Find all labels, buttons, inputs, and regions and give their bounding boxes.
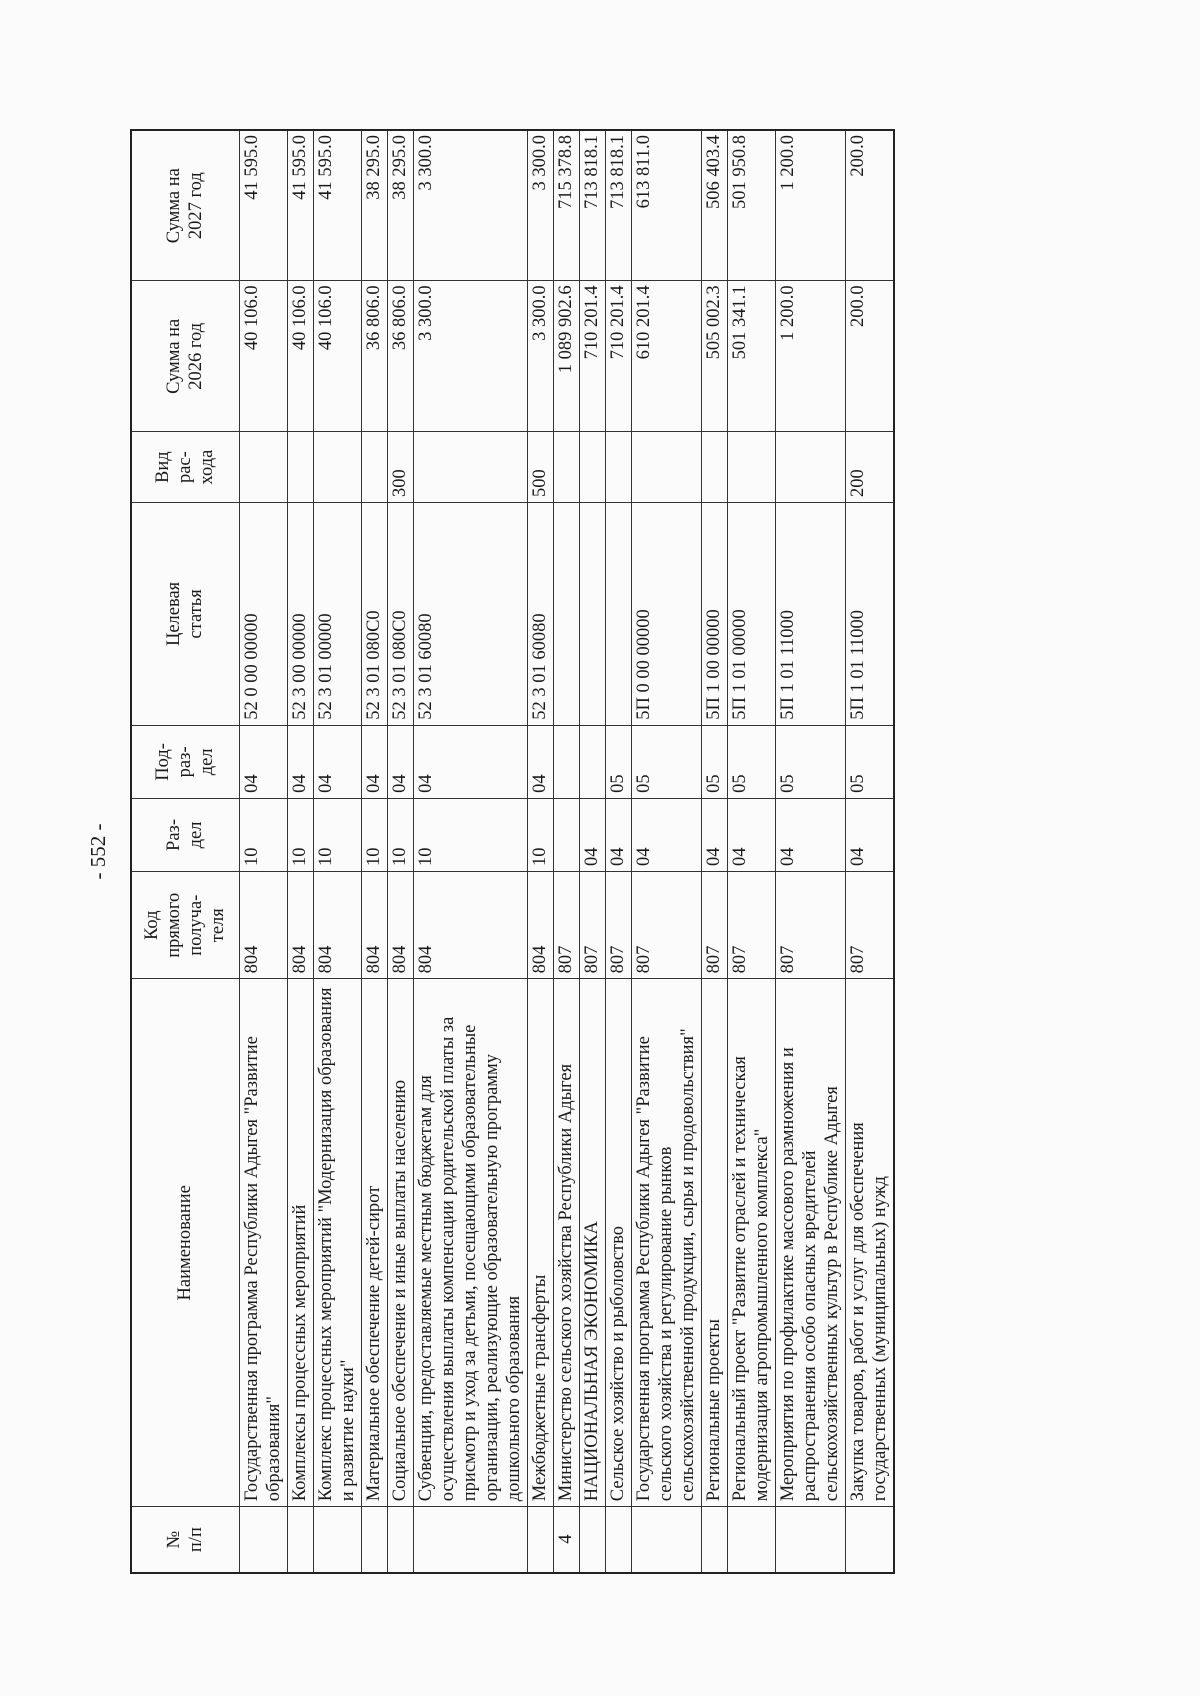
cell-admin-code: 804: [387, 872, 413, 979]
cell-razdel: 04: [579, 798, 605, 871]
cell-podrazdel: 04: [239, 725, 287, 798]
cell-sum-2026: 1 200.0: [775, 281, 845, 432]
cell-name: Министерство сельского хозяйства Республики Адыгея: [553, 979, 579, 1507]
cell-vid: [631, 432, 701, 503]
cell-admin-code: 807: [553, 872, 579, 979]
cell-num: [579, 1507, 605, 1573]
cell-vid: 500: [527, 432, 553, 503]
cell-razdel: 10: [287, 798, 313, 871]
cell-razdel: 10: [313, 798, 361, 871]
cell-tselevaya: 5П 0 00 00000: [631, 503, 701, 726]
cell-podrazdel: 04: [413, 725, 527, 798]
cell-tselevaya: 5П 1 01 00000: [727, 503, 775, 726]
cell-sum-2027: 3 300.0: [527, 130, 553, 281]
cell-vid: 200: [845, 432, 894, 503]
budget-table: [130, 129, 895, 1574]
header-sum-2026: Сумма на 2026 год: [131, 281, 239, 432]
cell-num: [287, 1507, 313, 1573]
cell-num: [775, 1507, 845, 1573]
cell-name: Сельское хозяйство и рыболовство: [605, 979, 631, 1507]
cell-vid: [361, 432, 387, 503]
cell-podrazdel: 05: [845, 725, 894, 798]
cell-tselevaya: 52 3 01 080C0: [387, 503, 413, 726]
cell-tselevaya: 52 3 01 60080: [413, 503, 527, 726]
cell-name: Субвенции, предоставляемые местным бюджетам для осуществления выплаты компенсации родительской платы за присмотр и уход за детьми, посещающими образовательные организации, реализующие образовательную программу дошкольного образования: [413, 979, 527, 1507]
cell-num: [387, 1507, 413, 1573]
header-admin: Код прямого получа- теля: [131, 872, 239, 979]
cell-podrazdel: 04: [527, 725, 553, 798]
cell-num: [527, 1507, 553, 1573]
cell-sum-2027: 38 295.0: [387, 130, 413, 281]
cell-razdel: 10: [239, 798, 287, 871]
cell-razdel: 04: [775, 798, 845, 871]
cell-admin-code: 807: [701, 872, 727, 979]
cell-tselevaya: [605, 503, 631, 726]
cell-name: Государственная программа Республики Адыгея "Развитие образования": [239, 979, 287, 1507]
cell-admin-code: 807: [775, 872, 845, 979]
table-header-row: [131, 130, 239, 1573]
cell-name: Мероприятия по профилактике массового размножения и распространения особо опасных вредителей сельскохозяйственных культур в Республике Адыгея: [775, 979, 845, 1507]
table-row: [701, 130, 727, 1573]
cell-podrazdel: 04: [361, 725, 387, 798]
cell-podrazdel: 05: [631, 725, 701, 798]
page-number: - 552 -: [86, 823, 110, 880]
cell-admin-code: 807: [579, 872, 605, 979]
table-row: [387, 130, 413, 1573]
cell-podrazdel: [579, 725, 605, 798]
cell-sum-2027: 613 811.0: [631, 130, 701, 281]
cell-name: Государственная программа Республики Адыгея "Развитие сельского хозяйства и регулирование рынков сельскохозяйственной продукции, сырья и продовольствия": [631, 979, 701, 1507]
cell-num: [413, 1507, 527, 1573]
header-tselevaya: Целевая статья: [131, 503, 239, 726]
cell-sum-2026: 40 106.0: [239, 281, 287, 432]
cell-num: [845, 1507, 894, 1573]
cell-sum-2026: 610 201.4: [631, 281, 701, 432]
cell-admin-code: 807: [605, 872, 631, 979]
cell-sum-2027: 41 595.0: [313, 130, 361, 281]
cell-tselevaya: 52 3 01 60080: [527, 503, 553, 726]
cell-razdel: 10: [361, 798, 387, 871]
cell-admin-code: 804: [361, 872, 387, 979]
cell-num: [701, 1507, 727, 1573]
cell-sum-2027: 715 378.8: [553, 130, 579, 281]
cell-tselevaya: 5П 1 01 11000: [845, 503, 894, 726]
cell-sum-2027: 3 300.0: [413, 130, 527, 281]
header-num: № п/п: [131, 1507, 239, 1573]
cell-sum-2026: 40 106.0: [313, 281, 361, 432]
cell-sum-2027: 713 818.1: [605, 130, 631, 281]
table-row: [361, 130, 387, 1573]
cell-vid: [701, 432, 727, 503]
cell-sum-2026: 3 300.0: [527, 281, 553, 432]
table-row: [287, 130, 313, 1573]
cell-sum-2026: 1 089 902.6: [553, 281, 579, 432]
cell-sum-2026: 501 341.1: [727, 281, 775, 432]
cell-razdel: 04: [727, 798, 775, 871]
cell-tselevaya: [579, 503, 605, 726]
cell-num: 4: [553, 1507, 579, 1573]
cell-admin-code: 807: [727, 872, 775, 979]
cell-name: Региональные проекты: [701, 979, 727, 1507]
header-sum-2027: Сумма на 2027 год: [131, 130, 239, 281]
table-row: [313, 130, 361, 1573]
cell-vid: [553, 432, 579, 503]
cell-razdel: 04: [631, 798, 701, 871]
cell-tselevaya: 5П 1 00 00000: [701, 503, 727, 726]
cell-vid: [579, 432, 605, 503]
cell-vid: [313, 432, 361, 503]
cell-vid: 300: [387, 432, 413, 503]
header-podrazdel: Под- раз- дел: [131, 725, 239, 798]
cell-num: [605, 1507, 631, 1573]
cell-tselevaya: [553, 503, 579, 726]
cell-razdel: 04: [845, 798, 894, 871]
cell-admin-code: 804: [313, 872, 361, 979]
cell-podrazdel: 05: [605, 725, 631, 798]
cell-sum-2026: 505 002.3: [701, 281, 727, 432]
cell-podrazdel: [553, 725, 579, 798]
table-row: [413, 130, 527, 1573]
cell-podrazdel: 04: [313, 725, 361, 798]
cell-sum-2027: 1 200.0: [775, 130, 845, 281]
cell-sum-2026: 710 201.4: [579, 281, 605, 432]
cell-podrazdel: 05: [727, 725, 775, 798]
cell-sum-2027: 506 403.4: [701, 130, 727, 281]
cell-vid: [605, 432, 631, 503]
cell-name: Комплекс процессных мероприятий "Модернизация образования и развитие науки": [313, 979, 361, 1507]
cell-tselevaya: 52 0 00 00000: [239, 503, 287, 726]
cell-name: Закупка товаров, работ и услуг для обеспечения государственных (муниципальных) нужд: [845, 979, 894, 1507]
cell-name: Комплексы процессных мероприятий: [287, 979, 313, 1507]
cell-sum-2026: 40 106.0: [287, 281, 313, 432]
table-row: [527, 130, 553, 1573]
cell-tselevaya: 5П 1 01 11000: [775, 503, 845, 726]
cell-razdel: 10: [527, 798, 553, 871]
cell-sum-2027: 41 595.0: [239, 130, 287, 281]
cell-sum-2027: 200.0: [845, 130, 894, 281]
cell-sum-2026: 3 300.0: [413, 281, 527, 432]
header-razdel: Раз- дел: [131, 798, 239, 871]
cell-num: [313, 1507, 361, 1573]
header-vid: Вид рас- хода: [131, 432, 239, 503]
cell-razdel: [553, 798, 579, 871]
cell-sum-2026: 200.0: [845, 281, 894, 432]
cell-admin-code: 804: [287, 872, 313, 979]
cell-razdel: 10: [387, 798, 413, 871]
cell-admin-code: 807: [631, 872, 701, 979]
cell-admin-code: 804: [239, 872, 287, 979]
table-row: [579, 130, 605, 1573]
cell-razdel: 10: [413, 798, 527, 871]
table-row: [553, 130, 579, 1573]
cell-vid: [727, 432, 775, 503]
cell-tselevaya: 52 3 01 080C0: [361, 503, 387, 726]
header-name: Наименование: [131, 979, 239, 1507]
cell-tselevaya: 52 3 01 00000: [313, 503, 361, 726]
table-row: [775, 130, 845, 1573]
cell-sum-2026: 36 806.0: [361, 281, 387, 432]
cell-razdel: 04: [605, 798, 631, 871]
cell-num: [727, 1507, 775, 1573]
rotated-content: [86, 129, 1150, 1574]
cell-razdel: 04: [701, 798, 727, 871]
cell-name: Социальное обеспечение и иные выплаты населению: [387, 979, 413, 1507]
cell-tselevaya: 52 3 00 00000: [287, 503, 313, 726]
cell-podrazdel: 05: [775, 725, 845, 798]
table-row: [727, 130, 775, 1573]
cell-name: Материальное обеспечение детей-сирот: [361, 979, 387, 1507]
cell-sum-2026: 36 806.0: [387, 281, 413, 432]
cell-vid: [239, 432, 287, 503]
cell-admin-code: 807: [845, 872, 894, 979]
cell-name: НАЦИОНАЛЬНАЯ ЭКОНОМИКА: [579, 979, 605, 1507]
cell-sum-2027: 38 295.0: [361, 130, 387, 281]
cell-admin-code: 804: [527, 872, 553, 979]
cell-name: Региональный проект "Развитие отраслей и техническая модернизация агропромышленного комплекса": [727, 979, 775, 1507]
cell-num: [361, 1507, 387, 1573]
table-row: [631, 130, 701, 1573]
cell-podrazdel: 05: [701, 725, 727, 798]
cell-vid: [413, 432, 527, 503]
cell-sum-2027: 501 950.8: [727, 130, 775, 281]
cell-num: [239, 1507, 287, 1573]
cell-num: [631, 1507, 701, 1573]
cell-sum-2027: 713 818.1: [579, 130, 605, 281]
cell-vid: [775, 432, 845, 503]
table-row: [239, 130, 287, 1573]
cell-podrazdel: 04: [387, 725, 413, 798]
cell-vid: [287, 432, 313, 503]
cell-sum-2026: 710 201.4: [605, 281, 631, 432]
cell-name: Межбюджетные трансферты: [527, 979, 553, 1507]
cell-podrazdel: 04: [287, 725, 313, 798]
table-row: [605, 130, 631, 1573]
table-body: [239, 130, 894, 1573]
cell-sum-2027: 41 595.0: [287, 130, 313, 281]
table-row: [845, 130, 894, 1573]
cell-admin-code: 804: [413, 872, 527, 979]
